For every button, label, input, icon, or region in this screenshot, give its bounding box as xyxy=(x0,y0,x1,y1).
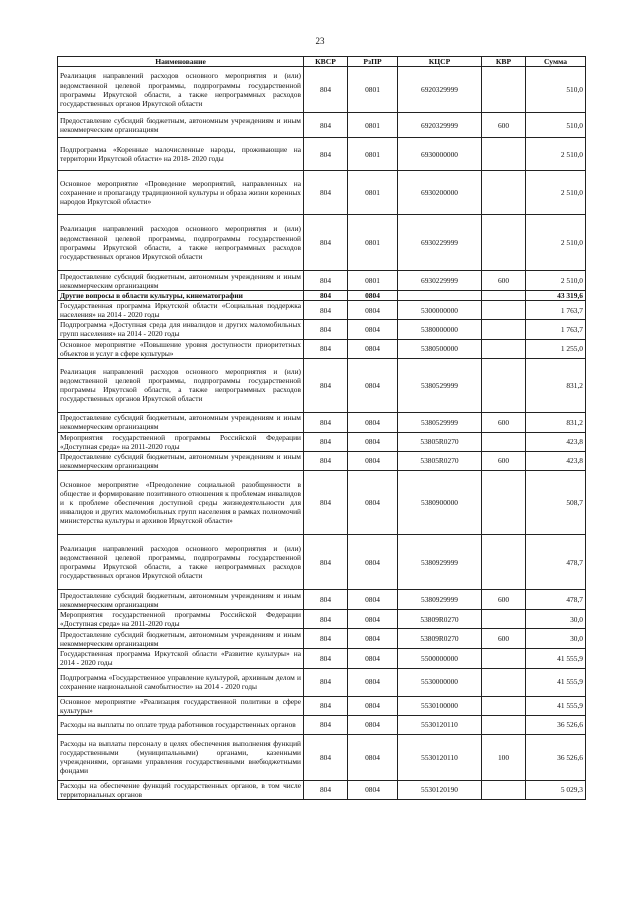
cell-sum: 423,8 xyxy=(526,451,586,470)
cell-sum: 41 555,9 xyxy=(526,649,586,668)
cell-sum: 478,7 xyxy=(526,590,586,610)
header-rzpr: РзПР xyxy=(348,57,398,67)
cell-sum: 1 255,0 xyxy=(526,339,586,358)
cell-name: Предоставление субсидий бюджетным, автономным учреждениям и иным некоммерческим организациям xyxy=(58,451,304,470)
cell-kvsr: 804 xyxy=(304,696,348,715)
cell-kcsr: 6920329999 xyxy=(398,67,482,113)
cell-rzpr: 0804 xyxy=(348,320,398,339)
cell-kvsr: 804 xyxy=(304,629,348,649)
table-row xyxy=(58,171,586,215)
cell-kvr: 600 xyxy=(482,412,526,432)
cell-kcsr: 5530000000 xyxy=(398,668,482,696)
cell-kcsr: 5380529999 xyxy=(398,358,482,412)
cell-kvsr: 804 xyxy=(304,734,348,780)
cell-rzpr: 0804 xyxy=(348,471,398,535)
cell-kvsr: 804 xyxy=(304,715,348,734)
table-row xyxy=(58,649,586,668)
cell-kvr xyxy=(482,215,526,271)
cell-rzpr: 0804 xyxy=(348,629,398,649)
cell-kvsr: 804 xyxy=(304,590,348,610)
table-row xyxy=(58,138,586,171)
cell-sum: 510,0 xyxy=(526,67,586,113)
cell-kvr xyxy=(482,291,526,301)
table-row xyxy=(58,215,586,271)
cell-kvr xyxy=(482,780,526,799)
cell-kvr xyxy=(482,67,526,113)
cell-kcsr: 5530120190 xyxy=(398,780,482,799)
cell-kcsr: 5380500000 xyxy=(398,339,482,358)
cell-sum: 30,0 xyxy=(526,629,586,649)
cell-kcsr: 5380000000 xyxy=(398,320,482,339)
cell-sum: 2 510,0 xyxy=(526,215,586,271)
cell-name: Подпрограмма «Коренные малочисленные народы, проживающие на территории Иркутской области» на 2018- 2020 годы xyxy=(58,138,304,171)
cell-name: Государственная программа Иркутской области «Социальная поддержка населения» на 2014 - 2020 годы xyxy=(58,301,304,320)
cell-rzpr: 0801 xyxy=(348,171,398,215)
cell-name: Основное мероприятие «Повышение уровня доступности приоритетных объектов и услуг в сфере культуры» xyxy=(58,339,304,358)
cell-rzpr: 0804 xyxy=(348,649,398,668)
cell-kvsr: 804 xyxy=(304,412,348,432)
cell-kcsr: 5380900000 xyxy=(398,471,482,535)
table-row xyxy=(58,271,586,291)
table-row xyxy=(58,432,586,451)
cell-kcsr: 6930000000 xyxy=(398,138,482,171)
cell-kvr xyxy=(482,649,526,668)
cell-kvr: 100 xyxy=(482,734,526,780)
cell-name: Основное мероприятие «Проведение мероприятий, направленных на сохранение и пропаганду традиционной культуры и образа жизни коренных народов Иркутской области» xyxy=(58,171,304,215)
cell-kcsr: 5380529999 xyxy=(398,412,482,432)
table-row xyxy=(58,471,586,535)
table-row xyxy=(58,696,586,715)
cell-kcsr: 6930229999 xyxy=(398,271,482,291)
cell-sum: 41 555,9 xyxy=(526,668,586,696)
cell-rzpr: 0804 xyxy=(348,590,398,610)
cell-rzpr: 0804 xyxy=(348,358,398,412)
cell-sum: 1 763,7 xyxy=(526,301,586,320)
cell-kvr: 600 xyxy=(482,271,526,291)
cell-kvr xyxy=(482,320,526,339)
cell-kcsr: 5530120110 xyxy=(398,734,482,780)
cell-sum: 1 763,7 xyxy=(526,320,586,339)
cell-sum: 831,2 xyxy=(526,358,586,412)
cell-sum: 423,8 xyxy=(526,432,586,451)
budget-table xyxy=(57,56,586,800)
cell-name: Расходы на выплаты по оплате труда работников государственных органов xyxy=(58,715,304,734)
cell-name: Другие вопросы в области культуры, кинематографии xyxy=(58,291,304,301)
cell-sum: 41 555,9 xyxy=(526,696,586,715)
cell-rzpr: 0804 xyxy=(348,610,398,629)
cell-kvsr: 804 xyxy=(304,291,348,301)
cell-rzpr: 0804 xyxy=(348,291,398,301)
cell-name: Государственная программа Иркутской области «Развитие культуры» на 2014 - 2020 годы xyxy=(58,649,304,668)
cell-sum: 510,0 xyxy=(526,113,586,138)
cell-kvr xyxy=(482,696,526,715)
cell-sum: 2 510,0 xyxy=(526,171,586,215)
cell-kvr xyxy=(482,610,526,629)
cell-kvr: 600 xyxy=(482,113,526,138)
cell-kcsr: 53805R0270 xyxy=(398,451,482,470)
cell-rzpr: 0804 xyxy=(348,339,398,358)
cell-kvsr: 804 xyxy=(304,471,348,535)
cell-kcsr: 6930229999 xyxy=(398,215,482,271)
cell-name: Предоставление субсидий бюджетным, автономным учреждениям и иным некоммерческим организациям xyxy=(58,113,304,138)
cell-kvsr: 804 xyxy=(304,451,348,470)
page-number: 23 xyxy=(315,36,325,46)
cell-sum: 2 510,0 xyxy=(526,138,586,171)
header-sum: Сумма xyxy=(526,57,586,67)
cell-kvsr: 804 xyxy=(304,271,348,291)
table-row xyxy=(58,610,586,629)
cell-kvr xyxy=(482,339,526,358)
cell-name: Предоставление субсидий бюджетным, автономным учреждениям и иным некоммерческим организациям xyxy=(58,629,304,649)
table-row xyxy=(58,412,586,432)
cell-kvsr: 804 xyxy=(304,780,348,799)
cell-rzpr: 0801 xyxy=(348,215,398,271)
cell-kvr xyxy=(482,171,526,215)
cell-kvr xyxy=(482,138,526,171)
cell-kvr: 600 xyxy=(482,590,526,610)
table-row xyxy=(58,451,586,470)
cell-kvr: 600 xyxy=(482,451,526,470)
cell-kcsr: 5500000000 xyxy=(398,649,482,668)
table-row xyxy=(58,535,586,590)
cell-kcsr: 53809R0270 xyxy=(398,610,482,629)
cell-name: Реализация направлений расходов основного мероприятия и (или) ведомственной целевой программы, подпрограммы государственной программы Иркутской области, а также непрограммных расходов государственных органов Иркутской области xyxy=(58,535,304,590)
cell-sum: 508,7 xyxy=(526,471,586,535)
cell-rzpr: 0801 xyxy=(348,138,398,171)
table-row xyxy=(58,590,586,610)
cell-sum: 36 526,6 xyxy=(526,734,586,780)
cell-name: Расходы на выплаты персоналу в целях обеспечения выполнения функций государственными (муниципальными) органами, казенными учреждениями, органами управления государственными внебюджетными фондами xyxy=(58,734,304,780)
table-row xyxy=(58,320,586,339)
cell-kcsr: 6930200000 xyxy=(398,171,482,215)
cell-name: Подпрограмма «Доступная среда для инвалидов и других маломобильных групп населения» на 2014 - 2020 годы xyxy=(58,320,304,339)
cell-kcsr: 5300000000 xyxy=(398,301,482,320)
cell-rzpr: 0801 xyxy=(348,271,398,291)
header-kvsr: КВСР xyxy=(304,57,348,67)
cell-rzpr: 0804 xyxy=(348,696,398,715)
cell-rzpr: 0804 xyxy=(348,535,398,590)
cell-rzpr: 0804 xyxy=(348,432,398,451)
cell-rzpr: 0804 xyxy=(348,412,398,432)
cell-name: Мероприятия государственной программы Российской Федерации «Доступная среда» на 2011-2020 годы xyxy=(58,432,304,451)
cell-kcsr xyxy=(398,291,482,301)
cell-kvsr: 804 xyxy=(304,171,348,215)
cell-kvsr: 804 xyxy=(304,535,348,590)
cell-kcsr: 6920329999 xyxy=(398,113,482,138)
header-kvr: КВР xyxy=(482,57,526,67)
cell-rzpr: 0804 xyxy=(348,780,398,799)
cell-sum: 478,7 xyxy=(526,535,586,590)
cell-rzpr: 0801 xyxy=(348,67,398,113)
table-row xyxy=(58,339,586,358)
cell-kcsr: 53809R0270 xyxy=(398,629,482,649)
table-row xyxy=(58,358,586,412)
cell-sum: 2 510,0 xyxy=(526,271,586,291)
cell-rzpr: 0804 xyxy=(348,734,398,780)
cell-kvsr: 804 xyxy=(304,358,348,412)
table-body xyxy=(58,67,586,800)
cell-name: Основное мероприятие «Реализация государственной политики в сфере культуры» xyxy=(58,696,304,715)
cell-name: Основное мероприятие «Преодоление социальной разобщенности в обществе и формирование позитивного отношения к проблемам инвалидов и к проблеме обеспечения доступной среды жизнедеятельности для инвалидов и других маломобильных групп населения в рамках полномочий министерства культуры и архивов Иркутской области» xyxy=(58,471,304,535)
cell-rzpr: 0804 xyxy=(348,301,398,320)
cell-name: Реализация направлений расходов основного мероприятия и (или) ведомственной целевой программы, подпрограммы государственной программы Иркутской области, а также непрограммных расходов государственных органов Иркутской области xyxy=(58,215,304,271)
cell-kvsr: 804 xyxy=(304,668,348,696)
cell-kcsr: 5530100000 xyxy=(398,696,482,715)
cell-rzpr: 0804 xyxy=(348,715,398,734)
cell-kvr xyxy=(482,535,526,590)
cell-kvsr: 804 xyxy=(304,67,348,113)
table-row xyxy=(58,734,586,780)
table-row xyxy=(58,113,586,138)
cell-kvsr: 804 xyxy=(304,301,348,320)
table-row xyxy=(58,301,586,320)
cell-sum: 5 029,3 xyxy=(526,780,586,799)
cell-kvsr: 804 xyxy=(304,610,348,629)
cell-kcsr: 53805R0270 xyxy=(398,432,482,451)
cell-name: Подпрограмма «Государственное управление культурой, архивным делом и сохранение национальной самобытности» на 2014 - 2020 годы xyxy=(58,668,304,696)
table-row xyxy=(58,629,586,649)
cell-sum: 30,0 xyxy=(526,610,586,629)
cell-rzpr: 0804 xyxy=(348,451,398,470)
cell-name: Мероприятия государственной программы Российской Федерации «Доступная среда» на 2011-2020 годы xyxy=(58,610,304,629)
header-kcsr: КЦСР xyxy=(398,57,482,67)
cell-kvr xyxy=(482,301,526,320)
cell-kvsr: 804 xyxy=(304,432,348,451)
cell-rzpr: 0801 xyxy=(348,113,398,138)
header-name: Наименование xyxy=(58,57,304,67)
cell-kvr xyxy=(482,715,526,734)
cell-kvr xyxy=(482,471,526,535)
cell-kvsr: 804 xyxy=(304,113,348,138)
cell-kcsr: 5530120110 xyxy=(398,715,482,734)
table-header-row xyxy=(58,57,586,67)
table-row xyxy=(58,780,586,799)
cell-name: Предоставление субсидий бюджетным, автономным учреждениям и иным некоммерческим организациям xyxy=(58,271,304,291)
table-row xyxy=(58,668,586,696)
cell-kvsr: 804 xyxy=(304,215,348,271)
cell-kvsr: 804 xyxy=(304,138,348,171)
cell-kvsr: 804 xyxy=(304,320,348,339)
cell-sum: 36 526,6 xyxy=(526,715,586,734)
cell-kcsr: 5380929999 xyxy=(398,590,482,610)
table-row xyxy=(58,291,586,301)
cell-rzpr: 0804 xyxy=(348,668,398,696)
cell-name: Расходы на обеспечение функций государственных органов, в том числе территориальных органов xyxy=(58,780,304,799)
cell-kvr xyxy=(482,668,526,696)
cell-name: Предоставление субсидий бюджетным, автономным учреждениям и иным некоммерческим организациям xyxy=(58,590,304,610)
cell-sum: 43 319,6 xyxy=(526,291,586,301)
table-row xyxy=(58,715,586,734)
cell-name: Реализация направлений расходов основного мероприятия и (или) ведомственной целевой программы, подпрограммы государственной программы Иркутской области, а также непрограммных расходов государственных органов Иркутской области xyxy=(58,358,304,412)
table-row xyxy=(58,67,586,113)
cell-kvr: 600 xyxy=(482,629,526,649)
cell-kvsr: 804 xyxy=(304,339,348,358)
cell-name: Реализация направлений расходов основного мероприятия и (или) ведомственной целевой программы, подпрограммы государственной программы Иркутской области, а также непрограммных расходов государственных органов Иркутской области xyxy=(58,67,304,113)
cell-kvr xyxy=(482,358,526,412)
cell-name: Предоставление субсидий бюджетным, автономным учреждениям и иным некоммерческим организациям xyxy=(58,412,304,432)
cell-sum: 831,2 xyxy=(526,412,586,432)
cell-kvsr: 804 xyxy=(304,649,348,668)
cell-kcsr: 5380929999 xyxy=(398,535,482,590)
cell-kvr xyxy=(482,432,526,451)
